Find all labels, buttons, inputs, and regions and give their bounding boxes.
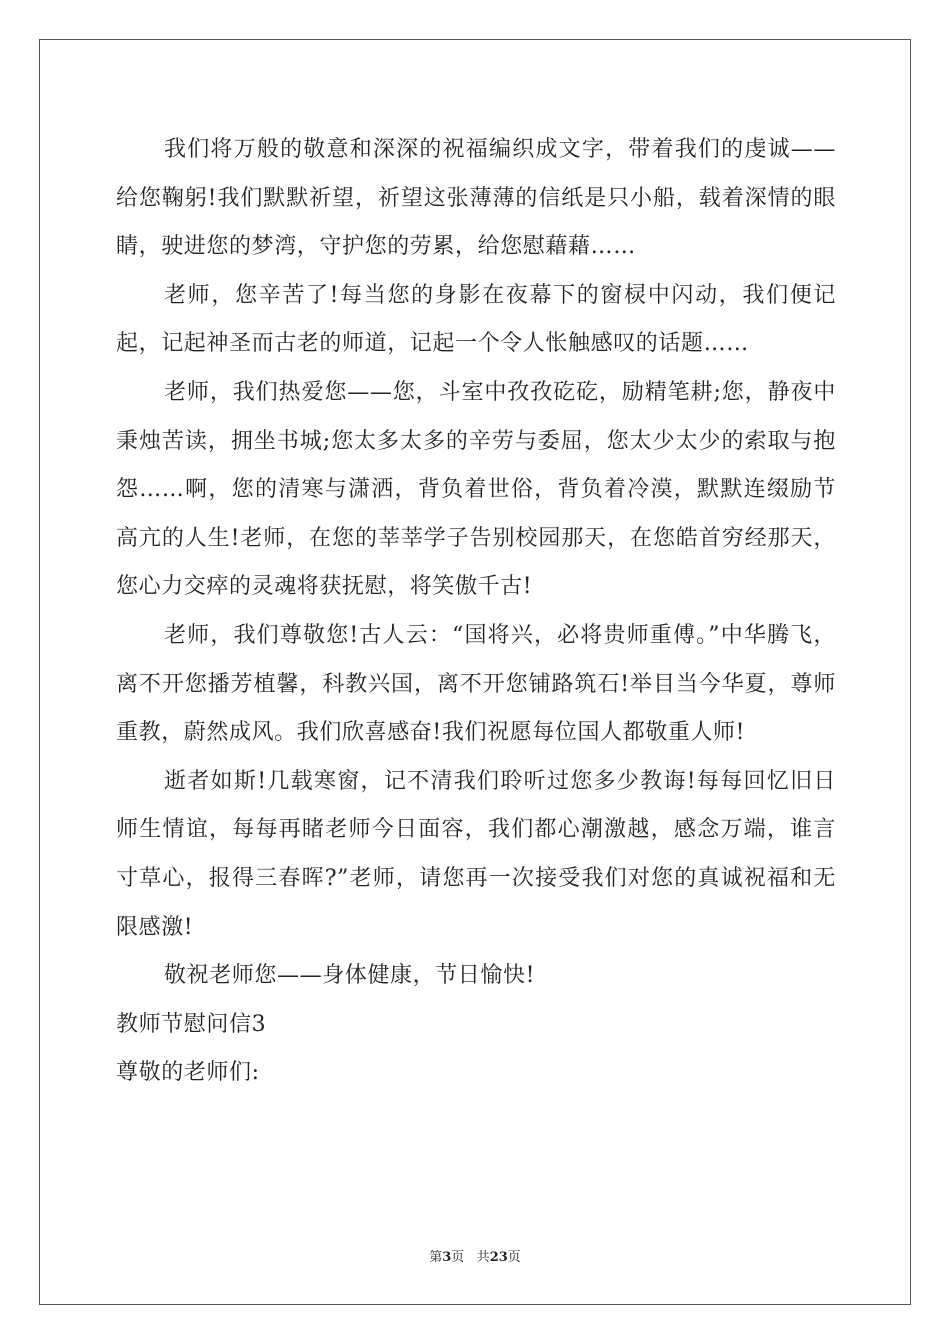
page-number: 3 <box>442 1250 452 1265</box>
page-footer <box>0 1246 950 1265</box>
total-prefix: 共 <box>476 1250 490 1265</box>
paragraph: 敬祝老师您——身体健康，节日愉快! <box>164 963 536 989</box>
paragraph: 老师，我们尊敬您!古人云：“国将兴，必将贵师重傅。”中华腾飞，离不开您播芳植馨，科教兴国，离不开您铺路筑石!举目当今华夏，尊师重教，蔚然成风。我们欣喜感奋!我们祝愿每位国人都敬重人师! <box>116 622 836 746</box>
paragraph: 老师，我们热爱您——您，斗室中孜孜矻矻，励精笔耕;您，静夜中秉烛苦读，拥坐书城;您太多太多的辛劳与委屈，您太少太少的索取与抱怨……啊，您的清寒与潇洒，背负着世俗，背负着冷漠，默默连缀励节高亢的人生!老师，在您的莘莘学子告别校园那天，在您皓首穷经那天，您心力交瘁的灵魂将获抚慰，将笑傲千古! <box>116 379 836 600</box>
paragraph: 逝者如斯!几载寒窗，记不清我们聆听过您多少教诲!每每回忆旧日师生情谊，每每再睹老师今日面容，我们都心潮激越，感念万端，谁言寸草心，报得三春晖?”老师，请您再一次接受我们对您的真诚祝福和无限感激! <box>116 768 836 940</box>
paragraph: 老师，您辛苦了!每当您的身影在夜幕下的窗棂中闪动，我们便记起，记起神圣而古老的师道，记起一个令人怅触感叹的话题…… <box>116 282 836 357</box>
page-unit: 页 <box>451 1250 465 1265</box>
total-pages: 23 <box>489 1250 508 1265</box>
page-prefix: 第 <box>429 1250 443 1265</box>
section-title: 教师节慰问信3 <box>116 1011 267 1037</box>
total-unit: 页 <box>507 1250 521 1265</box>
document-body <box>116 126 836 1098</box>
salutation: 尊敬的老师们: <box>116 1060 260 1086</box>
paragraph: 我们将万般的敬意和深深的祝福编织成文字，带着我们的虔诚——给您鞠躬!我们默默祈望，祈望这张薄薄的信纸是只小船，载着深情的眼睛，驶进您的梦湾，守护您的劳累，给您慰藉藉…… <box>116 137 836 260</box>
